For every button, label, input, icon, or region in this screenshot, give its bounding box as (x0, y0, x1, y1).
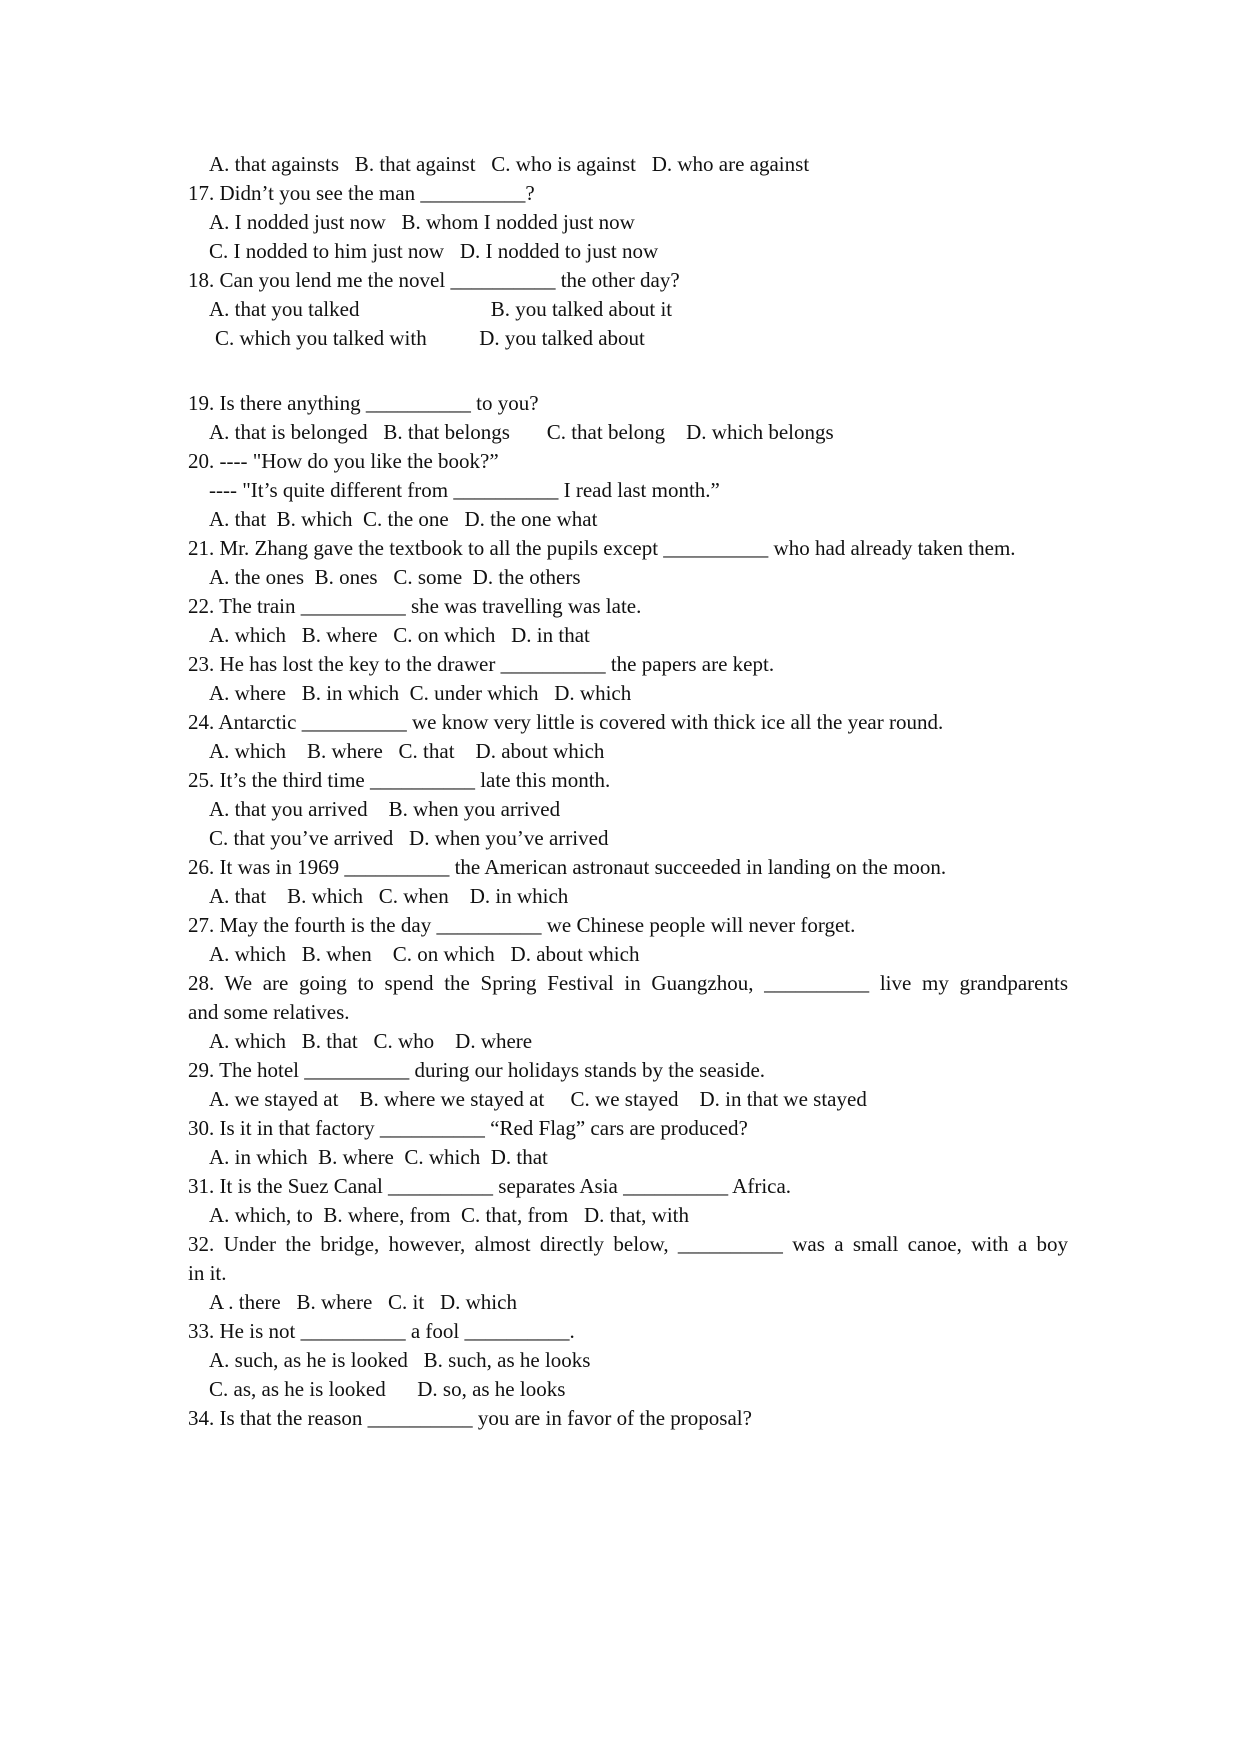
question-29: 29. The hotel __________ during our holidays stands by the seaside. (188, 1058, 766, 1082)
question-26-options: A. that B. which C. when D. in which (209, 884, 569, 908)
worksheet-page (188, 150, 1068, 1433)
question-27-options: A. which B. when C. on which D. about which (209, 942, 640, 966)
question-30: 30. Is it in that factory __________ “Red Flag” cars are produced? (188, 1116, 748, 1140)
question-33: 33. He is not __________ a fool __________. (188, 1319, 575, 1343)
question-30-options: A. in which B. where C. which D. that (209, 1145, 548, 1169)
question-34: 34. Is that the reason __________ you are in favor of the proposal? (188, 1406, 752, 1430)
question-17-options-cd: C. I nodded to him just now D. I nodded to just now (209, 239, 659, 263)
question-19-options: A. that is belonged B. that belongs C. that belong D. which belongs (209, 420, 834, 444)
question-18-options-ab: A. that you talked B. you talked about it (209, 297, 673, 321)
question-20-options: A. that B. which C. the one D. the one what (209, 507, 598, 531)
question-28-options: A. which B. that C. who D. where (209, 1029, 533, 1053)
question-32-continued: in it. (188, 1261, 227, 1285)
question-17-options-ab: A. I nodded just now B. whom I nodded just now (209, 210, 635, 234)
question-17: 17. Didn’t you see the man __________? (188, 181, 535, 205)
question-24: 24. Antarctic __________ we know very little is covered with thick ice all the year round. (188, 710, 944, 734)
question-31-options: A. which, to B. where, from C. that, from D. that, with (209, 1203, 690, 1227)
blank-gap (188, 353, 1068, 389)
question-25: 25. It’s the third time __________ late this month. (188, 768, 611, 792)
question-23: 23. He has lost the key to the drawer __________ the papers are kept. (188, 652, 775, 676)
question-32: 32. Under the bridge, however, almost directly below, __________ was a small canoe, with a boy (188, 1232, 1068, 1256)
question-25-options-ab: A. that you arrived B. when you arrived (209, 797, 561, 821)
question-20-reply: ---- "It’s quite different from __________ I read last month.” (209, 478, 720, 502)
question-16-options: A. that againsts B. that against C. who is against D. who are against (209, 152, 810, 176)
question-18-options-cd: C. which you talked with D. you talked about (215, 326, 645, 350)
question-29-options: A. we stayed at B. where we stayed at C. we stayed D. in that we stayed (209, 1087, 867, 1111)
question-23-options: A. where B. in which C. under which D. which (209, 681, 632, 705)
question-22: 22. The train __________ she was travelling was late. (188, 594, 642, 618)
question-25-options-cd: C. that you’ve arrived D. when you’ve arrived (209, 826, 609, 850)
question-22-options: A. which B. where C. on which D. in that (209, 623, 590, 647)
question-31: 31. It is the Suez Canal __________ separates Asia __________ Africa. (188, 1174, 792, 1198)
question-20: 20. ---- "How do you like the book?” (188, 449, 499, 473)
question-33-options-cd: C. as, as he is looked D. so, as he looks (209, 1377, 566, 1401)
question-19: 19. Is there anything __________ to you? (188, 391, 539, 415)
question-27: 27. May the fourth is the day __________ we Chinese people will never forget. (188, 913, 856, 937)
question-33-options-ab: A. such, as he is looked B. such, as he looks (209, 1348, 591, 1372)
question-24-options: A. which B. where C. that D. about which (209, 739, 605, 763)
question-26: 26. It was in 1969 __________ the American astronaut succeeded in landing on the moon. (188, 855, 947, 879)
question-18: 18. Can you lend me the novel __________ the other day? (188, 268, 680, 292)
question-28: 28. We are going to spend the Spring Festival in Guangzhou, __________ live my grandparents (188, 971, 1068, 995)
question-21-options: A. the ones B. ones C. some D. the others (209, 565, 581, 589)
question-28-continued: and some relatives. (188, 1000, 350, 1024)
question-32-options: A . there B. where C. it D. which (209, 1290, 517, 1314)
question-21: 21. Mr. Zhang gave the textbook to all the pupils except __________ who had already taken them. (188, 536, 1016, 560)
